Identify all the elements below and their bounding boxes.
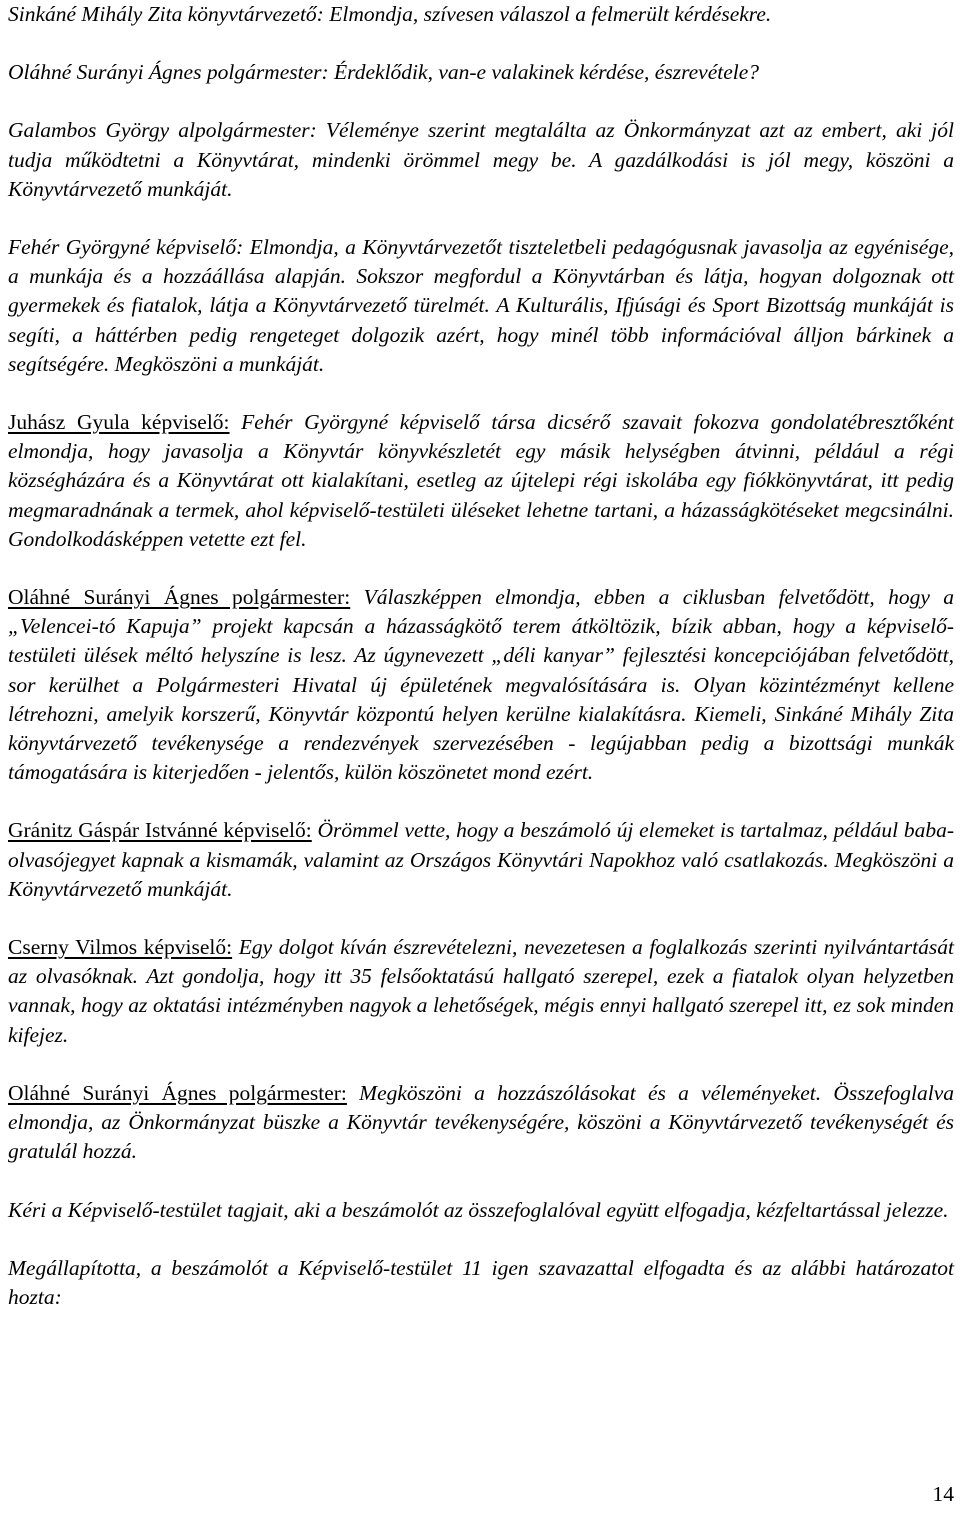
speaker-label: Juhász Gyula képviselő:: [8, 410, 230, 435]
paragraph-9: [8, 1079, 954, 1167]
document-page: [8, 0, 954, 1312]
paragraph-11: [8, 1254, 954, 1312]
speaker-label: Fehér Györgyné képviselő:: [8, 235, 244, 260]
paragraph-text: Fehér Györgyné képviselő társa dicsérő szavait fokozva gondolatébresztőként elmondja, hogy javasolja a Könyvtár könyvkészletét egy másik helységben átvinni, például a régi községházára és a Könyvtárat ott kialakítani, esetleg az újtelepi régi iskolába egy fiókkönyvtárat, itt pedig megmaradnának a termek, ahol képviselő-testületi üléseket lehetne tartani, a házasságkötéseket megcsinálni. Gondolkodásképpen vetette ezt fel.: [8, 410, 954, 551]
speaker-label: Oláhné Surányi Ágnes polgármester:: [8, 60, 329, 85]
paragraph-text: Elmondja, a Könyvtárvezetőt tiszteletbeli pedagógusnak javasolja az egyénisége, a munkája és a hozzáállása alapján. Sokszor megfordul a Könyvtárban és látja, hogyan dolgoznak ott gyermekek és fiatalok, látja a Könyvtárvezető türelmét. A Kulturális, Ifjúsági és Sport Bizottság munkáját is segíti, a háttérben pedig rengeteget dolgozik azért, hogy minél több információval álljon bárkinek a segítségére. Megköszöni a munkáját.: [8, 235, 954, 376]
paragraph-6: [8, 583, 954, 787]
paragraph-2: [8, 58, 954, 87]
paragraph-5: [8, 408, 954, 554]
paragraph-8: [8, 933, 954, 1050]
paragraph-4: [8, 233, 954, 379]
speaker-label: Sinkáné Mihály Zita könyvtárvezető:: [8, 2, 324, 26]
speaker-label: Galambos György alpolgármester:: [8, 118, 317, 143]
paragraph-1: [8, 0, 954, 29]
paragraph-text: Véleménye szerint megtalálta az Önkormányzat azt az embert, aki jól tudja működtetni a Könyvtárat, mindenki örömmel megy be. A gazdálkodási is jól megy, köszöni a Könyvtárvezető munkáját.: [8, 118, 954, 201]
paragraph-text: Megköszöni a hozzászólásokat és a véleményeket. Összefoglalva elmondja, az Önkormányzat büszke a Könyvtár tevékenységére, köszöni a Könyvtárvezető tevékenységét és gratulál hozzá.: [8, 1080, 954, 1164]
paragraph-3: [8, 116, 954, 204]
paragraph-text: Örömmel vette, hogy a beszámoló új elemeket is tartalmaz, például baba-olvasójegyet kapnak a kismamák, valamint az Országos Könyvtári Napokhoz való csatlakozás. Megköszöni a Könyvtárvezető munkáját.: [8, 818, 954, 901]
paragraph-text: Kéri a Képviselő-testület tagjait, aki a beszámolót az összefoglalóval együtt elfogadja, kézfeltartással jelezze.: [8, 1197, 949, 1222]
paragraph-text: Érdeklődik, van-e valakinek kérdése, észrevétele?: [328, 60, 760, 85]
paragraph-text: Egy dolgot kíván észrevételezni, nevezetesen a foglalkozás szerinti nyilvántartását az olvasóknak. Azt gondolja, hogy itt 35 felsőoktatású hallgató szerepel, ezek a fiatalok olyan helyzetben vannak, hogy az oktatási intézményben nagyok a lehetőségek, mégis ennyi hallgató szerepel itt, ez sok minden kifejez.: [8, 935, 954, 1047]
paragraph-text: Válaszképpen elmondja, ebben a ciklusban felvetődött, hogy a „Velencei-tó Kapuja” projekt kapcsán a házasságkötő terem átköltözik, bízik abban, hogy a képviselő-testületi ülések méltó helyszíne is lesz. Az úgynevezett „déli kanyar” fejlesztési koncepciójában felvetődött, sor kerülhet a Polgármesteri Hivatal új épületének megvalósítására is. Olyan közintézményt kellene létrehozni, amelyik korszerű, Könyvtár központú helyen kerülne kialakításra. Kiemeli, Sinkáné Mihály Zita könyvtárvezető tevékenysége a rendezvények szervezésében - legújabban pedig a bizottsági munkák támogatására is kiterjedően - jelentős, külön köszönetet mond ezért.: [8, 585, 954, 785]
speaker-label: Oláhné Surányi Ágnes polgármester:: [8, 585, 351, 610]
paragraph-text: Elmondja, szívesen válaszol a felmerült kérdésekre.: [323, 2, 772, 26]
page-number: 14: [932, 1482, 954, 1506]
speaker-label: Gránitz Gáspár Istvánné képviselő:: [8, 818, 312, 843]
speaker-label: Cserny Vilmos képviselő:: [8, 935, 233, 960]
paragraph-text: Megállapította, a beszámolót a Képviselő-testület 11 igen szavazattal elfogadta és az alábbi határozatot hozta:: [8, 1255, 954, 1309]
speaker-label: Oláhné Surányi Ágnes polgármester:: [8, 1080, 347, 1105]
paragraph-7: [8, 816, 954, 904]
paragraph-10: [8, 1196, 954, 1225]
